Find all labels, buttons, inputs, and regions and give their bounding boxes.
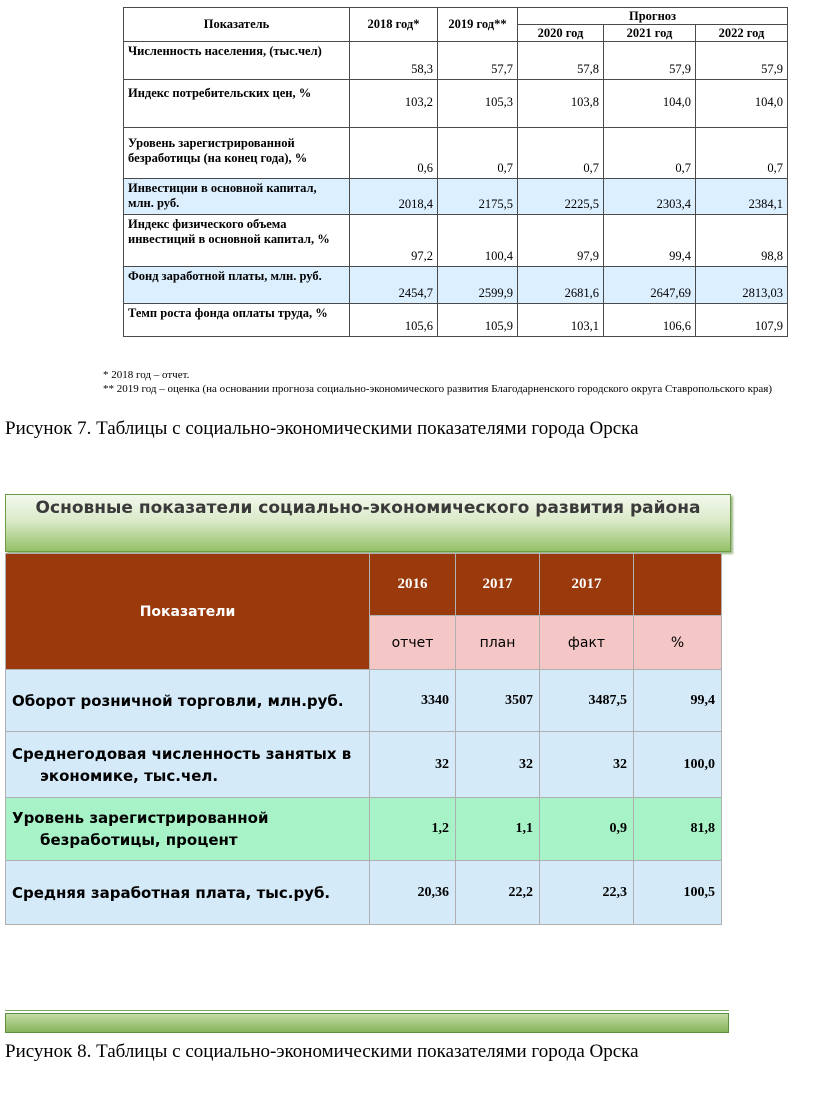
row-label: Индекс физического объема инвестиций в основной капитал, % <box>124 215 350 267</box>
table-row <box>6 670 722 732</box>
cell-value: 100,0 <box>634 732 722 798</box>
cell-value: 57,9 <box>696 42 788 80</box>
year-2017-plan-header: 2017 <box>456 554 540 616</box>
cell-value: 103,1 <box>518 304 604 337</box>
district-indicators-table <box>5 553 722 925</box>
cell-value: 2384,1 <box>696 179 788 215</box>
fact-subheader: факт <box>540 616 634 670</box>
cell-value: 3340 <box>370 670 456 732</box>
row-label-text: Среднегодовая численность занятых в экономике, тыс.чел. <box>12 744 352 785</box>
cell-value: 2303,4 <box>604 179 696 215</box>
table-header-row <box>124 8 788 25</box>
divider <box>5 1010 729 1011</box>
cell-value: 81,8 <box>634 798 722 861</box>
cell-value: 107,9 <box>696 304 788 337</box>
plan-subheader: план <box>456 616 540 670</box>
forecast-header: Прогноз <box>518 8 788 25</box>
cell-value: 0,7 <box>438 128 518 179</box>
year-2018-header: 2018 год* <box>350 8 438 42</box>
footnote-2019: ** 2019 год – оценка (на основании прогноза социально-экономического развития Благодарненского городского округа Ставропольского края) <box>103 383 773 395</box>
indicators-header: Показатели <box>6 554 370 670</box>
cell-value: 0,7 <box>696 128 788 179</box>
row-label: Оборот розничной торговли, млн.руб. <box>6 670 370 732</box>
year-2019-header: 2019 год** <box>438 8 518 42</box>
cell-value: 104,0 <box>696 80 788 128</box>
cell-value: 99,4 <box>604 215 696 267</box>
row-label: Фонд заработной платы, млн. руб. <box>124 267 350 304</box>
cell-value: 97,9 <box>518 215 604 267</box>
cell-value: 103,2 <box>350 80 438 128</box>
forecast-indicators-table <box>123 7 788 337</box>
cell-value: 105,6 <box>350 304 438 337</box>
table-row <box>124 42 788 80</box>
table-row <box>124 215 788 267</box>
cell-value: 32 <box>370 732 456 798</box>
cell-value: 58,3 <box>350 42 438 80</box>
cell-value: 3487,5 <box>540 670 634 732</box>
cell-value: 57,8 <box>518 42 604 80</box>
cell-value: 104,0 <box>604 80 696 128</box>
cell-value: 105,9 <box>438 304 518 337</box>
footnote-2018: * 2018 год – отчет. <box>103 369 190 381</box>
cell-value: 2681,6 <box>518 267 604 304</box>
year-2022-header: 2022 год <box>696 25 788 42</box>
cell-value: 57,9 <box>604 42 696 80</box>
cell-value: 103,8 <box>518 80 604 128</box>
row-label: Численность населения, (тыс.чел) <box>124 42 350 80</box>
row-label <box>6 798 370 861</box>
table-row <box>6 861 722 925</box>
cell-value: 22,3 <box>540 861 634 925</box>
cell-value: 1,1 <box>456 798 540 861</box>
cell-value: 0,9 <box>540 798 634 861</box>
row-label: Уровень зарегистрированной безработицы (на конец года), % <box>124 128 350 179</box>
table-row <box>124 80 788 128</box>
cell-value: 0,7 <box>518 128 604 179</box>
table-row <box>6 798 722 861</box>
report-subheader: отчет <box>370 616 456 670</box>
cell-value: 2599,9 <box>438 267 518 304</box>
cell-value: 99,4 <box>634 670 722 732</box>
cell-value: 22,2 <box>456 861 540 925</box>
row-label: Средняя заработная плата, тыс.руб. <box>6 861 370 925</box>
year-2020-header: 2020 год <box>518 25 604 42</box>
year-2021-header: 2021 год <box>604 25 696 42</box>
cell-value: 1,2 <box>370 798 456 861</box>
table-row <box>124 179 788 215</box>
year-2016-header: 2016 <box>370 554 456 616</box>
percent-year-header <box>634 554 722 616</box>
cell-value: 2225,5 <box>518 179 604 215</box>
table-row <box>124 304 788 337</box>
cell-value: 0,7 <box>604 128 696 179</box>
table-title-banner <box>5 494 731 552</box>
cell-value: 98,8 <box>696 215 788 267</box>
table-row <box>124 128 788 179</box>
cell-value: 2813,03 <box>696 267 788 304</box>
indicator-header: Показатель <box>124 8 350 42</box>
decorative-bar <box>5 1013 729 1033</box>
cell-value: 57,7 <box>438 42 518 80</box>
cell-value: 2018,4 <box>350 179 438 215</box>
row-label-text: Уровень зарегистрированной безработицы, процент <box>12 809 269 849</box>
cell-value: 2175,5 <box>438 179 518 215</box>
cell-value: 100,4 <box>438 215 518 267</box>
figure-7-caption: Рисунок 7. Таблицы с социально-экономическими показателями города Орска <box>5 418 639 439</box>
row-label: Индекс потребительских цен, % <box>124 80 350 128</box>
table-row <box>124 267 788 304</box>
cell-value: 20,36 <box>370 861 456 925</box>
cell-value: 106,6 <box>604 304 696 337</box>
cell-value: 0,6 <box>350 128 438 179</box>
row-label: Темп роста фонда оплаты труда, % <box>124 304 350 337</box>
cell-value: 32 <box>540 732 634 798</box>
cell-value: 100,5 <box>634 861 722 925</box>
percent-subheader: % <box>634 616 722 670</box>
cell-value: 2454,7 <box>350 267 438 304</box>
table-row <box>6 732 722 798</box>
cell-value: 97,2 <box>350 215 438 267</box>
table-title: Основные показатели социально-экономического развития района <box>35 498 701 518</box>
year-2017-fact-header: 2017 <box>540 554 634 616</box>
row-label <box>6 732 370 798</box>
cell-value: 32 <box>456 732 540 798</box>
cell-value: 3507 <box>456 670 540 732</box>
cell-value: 2647,69 <box>604 267 696 304</box>
table-header-row <box>6 554 722 616</box>
row-label: Инвестиции в основной капитал, млн. руб. <box>124 179 350 215</box>
cell-value: 105,3 <box>438 80 518 128</box>
figure-8-caption: Рисунок 8. Таблицы с социально-экономическими показателями города Орска <box>5 1041 639 1062</box>
